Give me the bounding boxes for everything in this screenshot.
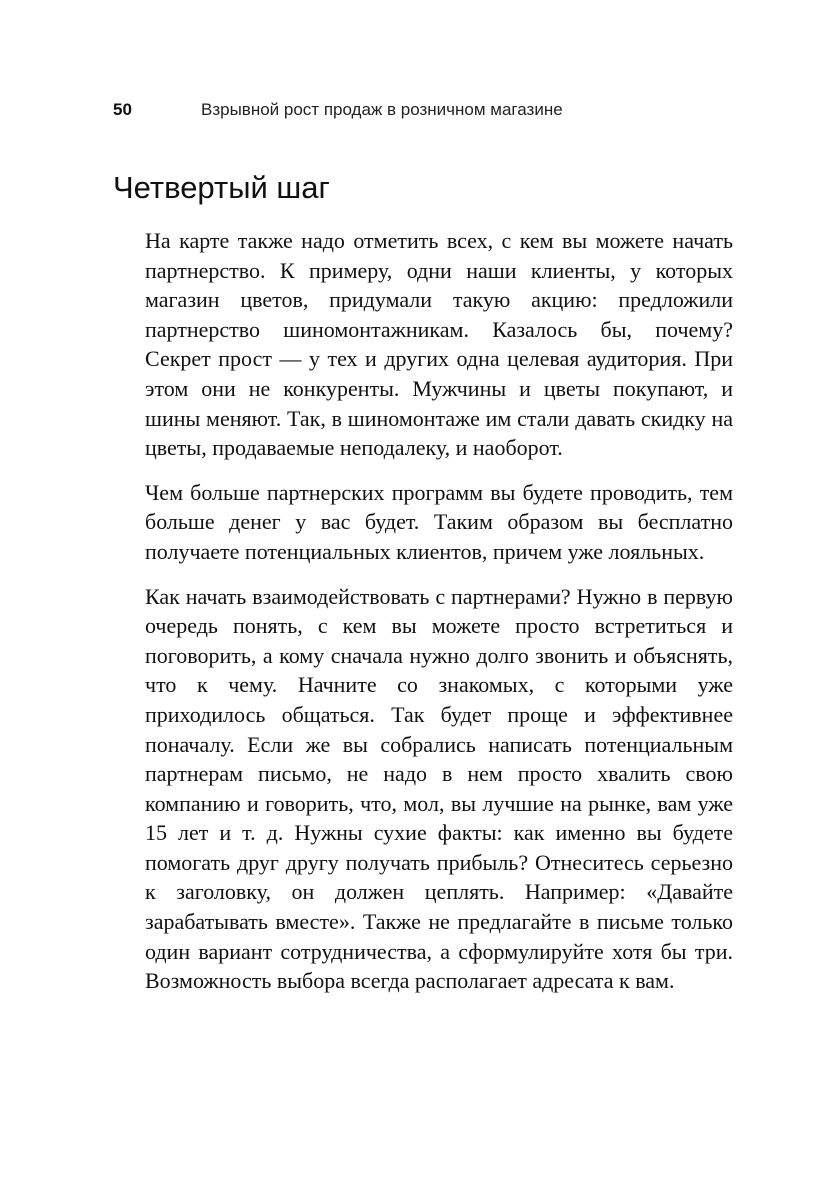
running-header xyxy=(113,100,563,126)
section-heading: Четвертый шаг xyxy=(113,170,330,205)
running-title: Взрывной рост продаж в розничном магазине xyxy=(201,100,563,119)
paragraph: На карте также надо отметить всех, с кем вы можете начать партнерство. К примеру, одни наши клиенты, у которых магазин цветов, придумали такую акцию: предложили партнерство шиномонтажникам. Казалось бы, почему? Секрет прост — у тех и других одна целевая аудитория. При этом они не конкуренты. Мужчины и цветы покупают, и шины меняют. Так, в шиномонтаже им стали давать скидку на цветы, продаваемые неподалеку, и наоборот. xyxy=(145,228,733,461)
body-text xyxy=(145,226,733,996)
paragraph: Как начать взаимодействовать с партнерами? Нужно в первую очередь понять, с кем вы можете просто встретиться и поговорить, а кому сначала нужно долго звонить и объяснять, что к чему. Начните со знакомых, с которыми уже приходилось общаться. Так будет проще и эффективнее поначалу. Если же вы собрались написать потенциальным партнерам письмо, не надо в нем просто хвалить свою компанию и говорить, что, мол, вы лучшие на рынке, вам уже 15 лет и т. д. Нужны сухие факты: как именно вы будете помогать друг другу получать прибыль? Отнеситесь серьезно к заголовку, он должен цеплять. Например: «Давайте зарабатывать вместе». Также не предлагайте в письме только один вариант сотрудничества, а сформулируйте хотя бы три. Возможность выбора всегда располагает адресата к вам. xyxy=(145,583,733,994)
paragraph: Чем больше партнерских программ вы будете проводить, тем больше денег у вас будет. Таким образом вы бесплатно получаете потенциальных клиентов, причем уже лояльных. xyxy=(145,479,733,564)
page-number: 50 xyxy=(113,100,132,119)
